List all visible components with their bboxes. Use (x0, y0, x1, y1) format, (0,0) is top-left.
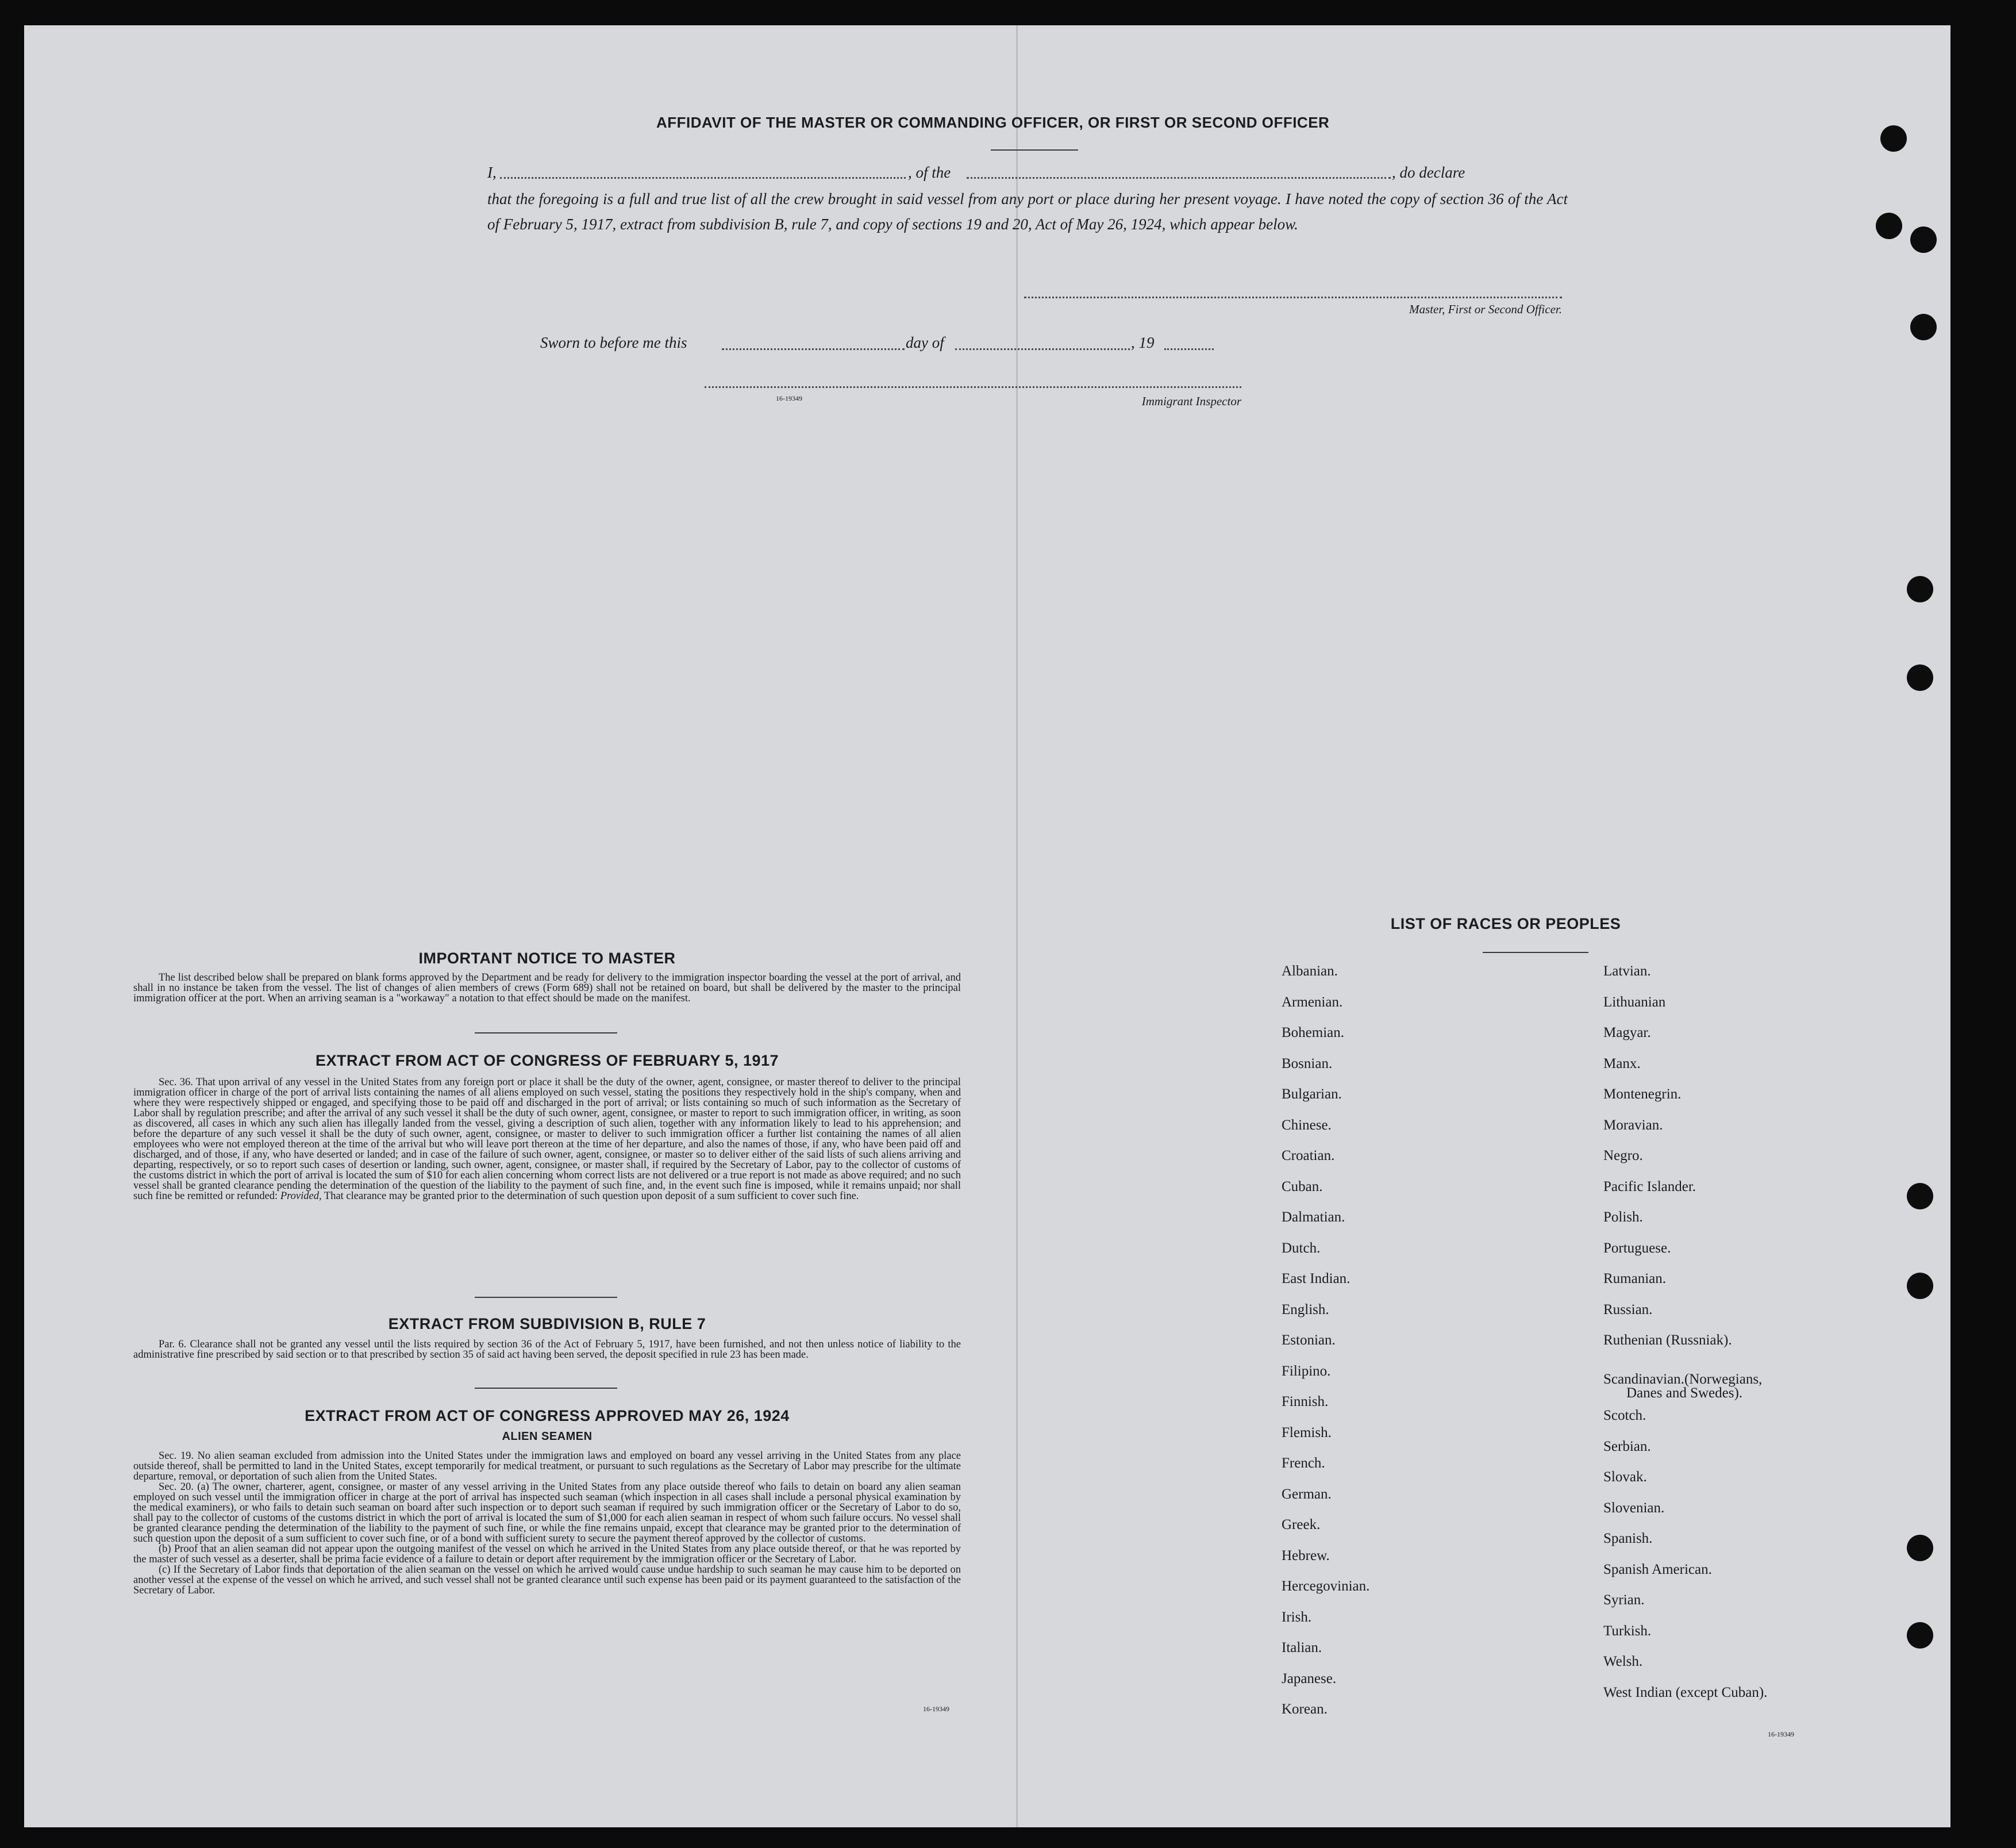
race-item: Welsh. (1603, 1654, 1643, 1669)
sec20a-paragraph: Sec. 20. (a) The owner, charterer, agent, consignee, or master of any vessel arriving in the United States from any place outside thereof who fails to detain on board any alien seaman employed on such vessel until the immigration officer in charge at the port of arrival has inspected such seaman (which inspection in all cases shall include a personal physical examination by the medical examiners), or who fails to detain such seaman on board after such inspection or to deport such seaman if required by such immigration officer or the Secretary of Labor to do so, shall pay to the collector of customs of the customs district in which the port of arrival is located the sum of $1,000 for each alien seaman in respect of whom such failure occurs. No vessel shall be granted clearance pending the determination of the liability to the payment of such fine, or while the fine remains unpaid, except that clearance may be granted prior to the determination of such question upon the deposit of a sum sufficient to cover such fine, or of a bond with sufficient surety to secure the payment thereof approved by the collector of customs. (133, 1481, 961, 1545)
notice-paragraph: The list described below shall be prepared on blank forms approved by the Department and be ready for delivery to the immigration inspector boarding the vessel at the port of arrival, and shall in no instance be taken from the vessel. The list of changes of alien members of crews (Form 689) shall not be retained on board, but shall be delivered by the master to the principal immigration officer at the port. When an arriving seaman is a "workaway" a notation to that effect should be made on the manifest. (133, 972, 961, 1004)
notice-text (133, 973, 961, 1004)
proviso-text: That clearance may be granted prior to the determination of such question upon deposit of a sum sufficient to cover such fine. (324, 1190, 859, 1202)
race-item: Hebrew. (1282, 1547, 1330, 1563)
form-number-right: 16-19349 (1768, 1730, 1794, 1738)
name-field[interactable] (500, 177, 906, 179)
sworn-year-field[interactable] (1164, 348, 1214, 350)
races-title: LIST OF RACES OR PEOPLES (1390, 915, 1621, 932)
race-item: Rumanian. (1603, 1271, 1667, 1286)
race-item: Slovak. (1603, 1469, 1647, 1485)
race-item: Flemish. (1282, 1424, 1332, 1440)
label-of-the: , of the (908, 164, 951, 181)
race-item: Cuban. (1282, 1178, 1323, 1194)
binder-hole (1907, 1535, 1933, 1561)
race-item: Danes and Swedes). (1626, 1385, 1743, 1401)
form-number: 16-19349 (776, 394, 802, 402)
race-item: Latvian. (1603, 963, 1651, 979)
extract-1924-title: EXTRACT FROM ACT OF CONGRESS APPROVED MAY 26, 1924 (305, 1407, 790, 1424)
sworn-label: Sworn to before me this (540, 334, 687, 351)
race-item: Manx. (1603, 1055, 1641, 1071)
race-item: West Indian (except Cuban). (1603, 1684, 1768, 1700)
vessel-field[interactable] (967, 177, 1391, 179)
label-do-declare: , do declare (1392, 164, 1465, 181)
race-item: Hercegovinian. (1282, 1578, 1370, 1594)
extract-1917-text (133, 1077, 961, 1201)
sec36-paragraph: Sec. 36. That upon arrival of any vessel in the United States from any foreign port or place it shall be the duty of the owner, agent, consignee, or master thereof to deliver to the principal immigration officer in charge of the port of arrival lists containing the names of all aliens employed on such vessel, stating the positions they respectively hold in the ship's company, when and where they were respectively shipped or engaged, and specifying those to be paid off and discharged in the port of arrival; or lists containing so much of such information as the Secretary of Labor shall by regulation prescribe; and after the arrival of any such vessel it shall be the duty of such owner, agent, consignee, or master to report to such immigration officer, in writing, as soon as discovered, all cases in which any such alien has illegally landed from the vessel, giving a description of such alien, together with any information likely to lead to his apprehension; and before the departure of any such vessel it shall be the duty of such owner, agent, consignee, or master to deliver to such immigration officer a further list containing the names of all alien employees who were not employed thereon at the time of the arrival but who will leave port thereon at the time of her departure, and also the names of those, if any, who have been paid off and discharged, and of those, if any, who have deserted or landed; and in case of the failure of such owner, agent, consignee, or master so to deliver either of the said lists of such aliens arriving and departing, respectively, or so to report such cases of desertion or landing, such owner, agent, consignee, or master shall, if required by the Secretary of Labor, pay to the collector of customs of the customs district in which the port of arrival is located the sum of $10 for each alien concerning whom correct lists are not delivered or a true report is not made as above required; and no such vessel shall be granted clearance pending the determination of the question of the liability to the payment of such fine, and, in the event such fine is imposed, while it remains unpaid; nor shall such fine be remitted or refunded: (133, 1077, 961, 1202)
sec19-paragraph: Sec. 19. No alien seaman excluded from admission into the United States under the immigration laws and employed on board any vessel arriving in the United States from any place outside thereof, shall be permitted to land in the United States, except temporarily for medical treatment, or pursuant to such regulations as the Secretary of Labor may prescribe for the ultimate departure, removal, or deportation of such alien from the United States. (133, 1450, 961, 1482)
page-fold (1016, 25, 1018, 1827)
race-item: Polish. (1603, 1209, 1643, 1225)
sworn-line (540, 330, 1253, 359)
rule7-paragraph: Par. 6. Clearance shall not be granted any vessel until the lists required by section 36 of the Act of February 5, 1917, have been furnished, and not then unless notice of liability to the administrative fine prescribed by said section or to that prescribed by section 35 of said act having been served, the deposit specified in rule 23 has been made. (133, 1339, 961, 1361)
rule7-title: EXTRACT FROM SUBDIVISION B, RULE 7 (388, 1315, 706, 1332)
proviso-word: Provided, (280, 1190, 322, 1202)
race-item: East Indian. (1282, 1271, 1351, 1286)
race-item: Filipino. (1282, 1363, 1331, 1379)
year-label: , 19 (1131, 334, 1155, 351)
race-item: Ruthenian (Russniak). (1603, 1332, 1732, 1348)
inspector-label: Immigrant Inspector (1141, 394, 1241, 408)
race-item: Lithuanian (1603, 994, 1666, 1010)
signature-label: Master, First or Second Officer. (1409, 302, 1562, 316)
race-item: Finnish. (1282, 1394, 1329, 1409)
affidavit-text: that the foregoing is a full and true list of all the crew brought in said vessel from any port or place during her present voyage. I have noted the copy of section 36 of the Act of February 5, 1917, extract from subdivision B, rule 7, and copy of sections 19 and 20, Act of May 26, 1924, which appear below. (487, 190, 1568, 233)
race-item: Portuguese. (1603, 1240, 1671, 1256)
form-number-left: 16-19349 (923, 1705, 949, 1713)
race-item: Dalmatian. (1282, 1209, 1345, 1225)
day-of-label: day of (906, 334, 944, 351)
race-item: Armenian. (1282, 994, 1343, 1010)
binder-hole (1876, 213, 1902, 239)
race-item: Negro. (1603, 1148, 1643, 1163)
race-item: Irish. (1282, 1609, 1312, 1625)
race-item: Serbian. (1603, 1438, 1651, 1454)
race-item: Bohemian. (1282, 1025, 1345, 1040)
race-item: Japanese. (1282, 1670, 1337, 1686)
extract-1917-title: EXTRACT FROM ACT OF CONGRESS OF FEBRUARY 5, 1917 (315, 1052, 779, 1069)
divider (475, 1297, 617, 1298)
race-item: Scotch. (1603, 1408, 1646, 1423)
race-item: Slovenian. (1603, 1500, 1665, 1516)
binder-hole (1907, 1273, 1933, 1299)
race-item: Magyar. (1603, 1025, 1651, 1040)
race-item: Greek. (1282, 1517, 1321, 1532)
race-item: Korean. (1282, 1701, 1328, 1717)
race-item: Moravian. (1603, 1117, 1663, 1133)
divider (1483, 952, 1588, 953)
binder-hole (1907, 664, 1933, 691)
divider (475, 1032, 617, 1034)
race-item: Bosnian. (1282, 1055, 1333, 1071)
race-item: Croatian. (1282, 1148, 1335, 1163)
binder-hole (1880, 125, 1907, 152)
binder-hole (1910, 226, 1937, 253)
affidavit-line1 (487, 160, 1568, 187)
label-i: I, (487, 164, 497, 181)
extract-1924-text (133, 1451, 961, 1596)
notice-title: IMPORTANT NOTICE TO MASTER (418, 950, 676, 967)
binder-hole (1907, 1622, 1933, 1649)
race-item: Pacific Islander. (1603, 1178, 1696, 1194)
race-item: Bulgarian. (1282, 1086, 1342, 1102)
race-item: English. (1282, 1301, 1329, 1317)
divider (475, 1388, 617, 1389)
divider (991, 149, 1078, 151)
race-item: Montenegrin. (1603, 1086, 1682, 1102)
race-item: Spanish. (1603, 1531, 1653, 1546)
sworn-day-field[interactable] (722, 348, 905, 350)
race-item: Syrian. (1603, 1592, 1645, 1608)
race-item: German. (1282, 1486, 1332, 1502)
race-item: Scandinavian.(Norwegians, (1603, 1371, 1763, 1387)
race-item: Estonian. (1282, 1332, 1336, 1348)
sworn-month-field[interactable] (955, 348, 1130, 350)
race-item: Spanish American. (1603, 1561, 1712, 1577)
binder-hole (1907, 1183, 1933, 1209)
race-item: Turkish. (1603, 1623, 1652, 1639)
race-item: French. (1282, 1455, 1325, 1471)
race-item: Italian. (1282, 1640, 1322, 1655)
binder-hole (1907, 576, 1933, 602)
signature-line[interactable] (1024, 297, 1562, 298)
race-item: Chinese. (1282, 1117, 1332, 1133)
race-item: Albanian. (1282, 963, 1338, 979)
sec20b-paragraph: (b) Proof that an alien seaman did not appear upon the outgoing manifest of the vessel on which he arrived in the United States from any place outside thereof, or that he was reported by the master of such vessel as a deserter, shall be prima facie evidence of a failure to detain or deport after requirement by the immigration officer or the Secretary of Labor. (133, 1543, 961, 1565)
affidavit-title: AFFIDAVIT OF THE MASTER OR COMMANDING OFFICER, OR FIRST OR SECOND OFFICER (656, 114, 1330, 131)
rule7-text (133, 1339, 961, 1360)
alien-seamen-subtitle: ALIEN SEAMEN (502, 1430, 593, 1443)
binder-hole (1910, 314, 1937, 340)
race-item: Dutch. (1282, 1240, 1321, 1256)
sec20c-paragraph: (c) If the Secretary of Labor finds that deportation of the alien seaman on the vessel on which he arrived would cause undue hardship to such seaman he may cause him to be deported on another vessel at the expense of the vessel on which he arrived, and such vessel shall not be granted clearance until such expense has been paid or its payment guaranteed to the satisfaction of the Secretary of Labor. (133, 1564, 961, 1596)
inspector-signature-line[interactable] (705, 386, 1241, 388)
race-item: Russian. (1603, 1301, 1653, 1317)
